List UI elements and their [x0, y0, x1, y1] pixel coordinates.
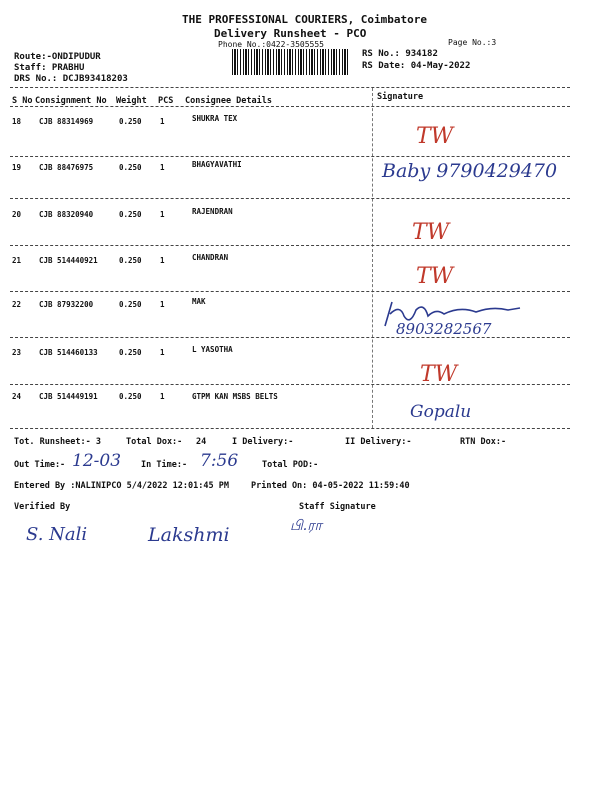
barcode [232, 49, 350, 75]
table-top-border [10, 87, 570, 88]
in-time-value: 7:56 [200, 451, 239, 471]
col-weight: Weight [116, 96, 147, 106]
route: Route:-ONDIPUDUR [14, 52, 101, 62]
i-delivery: I Delivery:- [232, 437, 294, 447]
printed-on: Printed On: 04-05-2022 11:59:40 [251, 481, 410, 491]
ii-delivery: II Delivery:- [345, 437, 412, 447]
staff-signature: Lakshmi [148, 524, 230, 546]
col-consignee: Consignee Details [185, 96, 272, 106]
row-divider [10, 337, 570, 338]
col-signature: Signature [377, 92, 424, 102]
total-dox-value: 24 [196, 437, 207, 447]
row-pcs: 1 [160, 392, 165, 401]
tot-runsheet: Tot. Runsheet:- 3 [14, 437, 101, 447]
row-sno: 19 [12, 163, 22, 172]
row-consignment: CJB 88476975 [39, 163, 94, 172]
table-header-border [10, 106, 570, 107]
total-dox-label: Total Dox:- [126, 437, 183, 447]
row-consignment: CJB 514460133 [39, 348, 98, 357]
row-sno: 24 [12, 392, 22, 401]
row-sno: 21 [12, 256, 22, 265]
col-sno: S No [12, 96, 33, 106]
row-consignment: CJB 514440921 [39, 256, 98, 265]
row-pcs: 1 [160, 163, 165, 172]
sheet-title: Delivery Runsheet - PCO [214, 27, 367, 40]
row-consignment: CJB 88314969 [39, 117, 94, 126]
row-weight: 0.250 [119, 163, 142, 172]
row-weight: 0.250 [119, 256, 142, 265]
handwritten-signature: TW [420, 362, 458, 387]
row-pcs: 1 [160, 210, 165, 219]
verifier-signature: S. Nali [26, 524, 88, 545]
row-divider [10, 198, 570, 199]
row-consignee: SHUKRA TEX [192, 114, 238, 123]
row-divider [10, 245, 570, 246]
handwritten-phone: 8903282567 [396, 320, 492, 338]
handwritten-signature: TW [412, 220, 450, 245]
table-bottom-border [10, 428, 570, 429]
row-consignee: BHAGYAVATHI [192, 160, 242, 169]
phone-number: Phone No.:0422-3505555 [218, 40, 324, 49]
handwritten-signature: Gopalu [410, 402, 472, 422]
out-time-label: Out Time:- [14, 460, 66, 470]
row-sno: 22 [12, 300, 22, 309]
company-name: THE PROFESSIONAL COURIERS, Coimbatore [182, 13, 428, 26]
col-consignment: Consignment No [35, 96, 107, 106]
row-sno: 20 [12, 210, 22, 219]
entered-by: Entered By :NALINIPCO 5/4/2022 12:01:45 PM [14, 481, 229, 491]
row-weight: 0.250 [119, 210, 142, 219]
handwritten-signature: Baby 9790429470 [382, 160, 558, 182]
row-weight: 0.250 [119, 348, 142, 357]
rs-date: RS Date: 04-May-2022 [362, 61, 471, 71]
row-consignment: CJB 88320940 [39, 210, 94, 219]
handwritten-signature: TW [416, 264, 454, 289]
in-time-label: In Time:- [141, 460, 188, 470]
row-weight: 0.250 [119, 392, 142, 401]
signature-column-divider [372, 88, 373, 428]
staff-name: Staff: PRABHU [14, 63, 85, 73]
staff-signature-tamil: பி.ரா [290, 518, 322, 534]
row-pcs: 1 [160, 256, 165, 265]
total-pod: Total POD:- [262, 460, 319, 470]
row-consignment: CJB 514449191 [39, 392, 98, 401]
verified-by-label: Verified By [14, 502, 71, 512]
out-time-value: 12-03 [72, 451, 122, 471]
row-consignee: GTPM KAN MSBS BELTS [192, 392, 278, 401]
row-pcs: 1 [160, 348, 165, 357]
row-consignee: L YASOTHA [192, 345, 233, 354]
row-sno: 18 [12, 117, 22, 126]
row-divider [10, 291, 570, 292]
row-weight: 0.250 [119, 117, 142, 126]
row-consignee: MAK [192, 297, 206, 306]
rtn-dox: RTN Dox:- [460, 437, 507, 447]
drs-number: DRS No.: DCJB93418203 [14, 74, 128, 84]
handwritten-signature: TW [416, 124, 454, 149]
staff-signature-label: Staff Signature [299, 502, 376, 512]
row-pcs: 1 [160, 300, 165, 309]
row-divider [10, 384, 570, 385]
row-divider [10, 156, 570, 157]
row-consignee: RAJENDRAN [192, 207, 233, 216]
row-consignee: CHANDRAN [192, 253, 229, 262]
row-consignment: CJB 87932200 [39, 300, 94, 309]
row-sno: 23 [12, 348, 22, 357]
rs-number: RS No.: 934182 [362, 49, 438, 59]
row-pcs: 1 [160, 117, 165, 126]
row-weight: 0.250 [119, 300, 142, 309]
col-pcs: PCS [158, 96, 174, 106]
page-number: Page No.:3 [448, 38, 497, 47]
